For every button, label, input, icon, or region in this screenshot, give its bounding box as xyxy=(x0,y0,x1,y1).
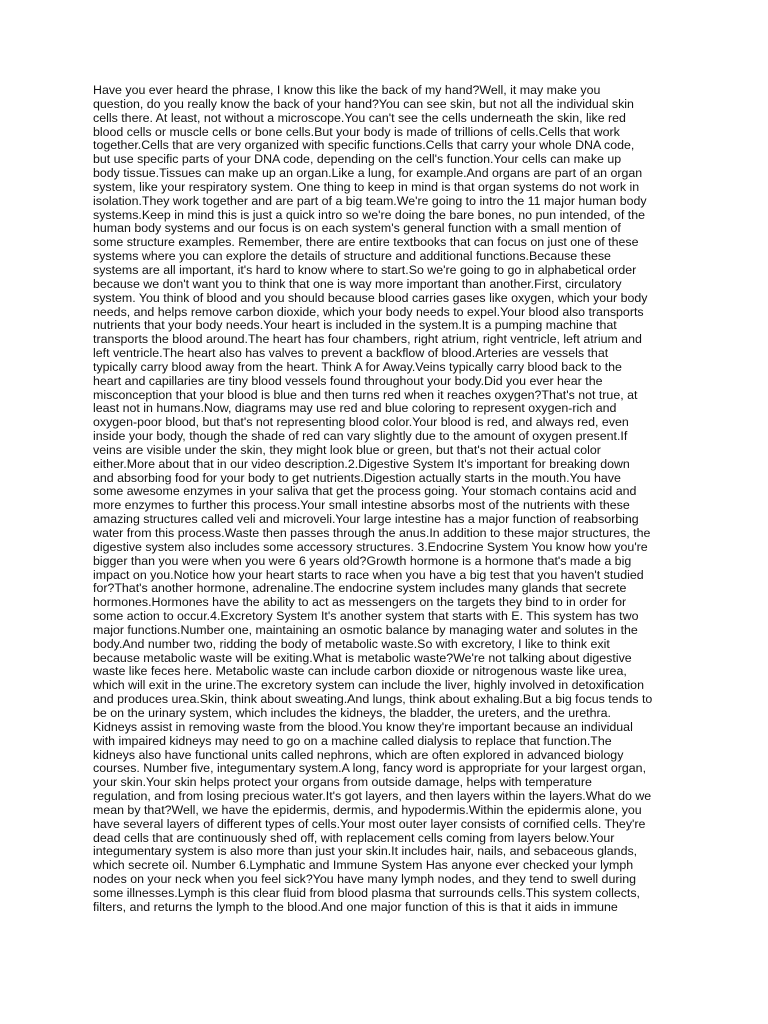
body-text: Have you ever heard the phrase, I know this like the back of my hand?Well, it may make you question, do you really know the back of your hand?You can see skin, but not all the individual skin cells there. At least, not without a microscope.You can't see the cells underneath the skin, like red blood cells or muscle cells or bone cells.But your body is made of trillions of cells.Cells that work together.Cells that are very organized with specific functions.Cells that carry your whole DNA code, but use specific parts of your DNA code, depending on the cell's function.Your cells can make up body tissue.Tissues can make up an organ.Like a lung, for example.And organs are part of an organ system, like your respiratory system. One thing to keep in mind is that organ systems do not work in isolation.They work together and are part of a big team.We're going to intro the 11 major human body systems.Keep in mind this is just a quick intro so we're doing the bare bones, no pun intended, of the human body systems and our focus is on each system's general function with a small mention of some structure examples. Remember, there are entire textbooks that can focus on just one of these systems where you can explore the details of structure and additional functions.Because these systems are all important, it's hard to know where to start.So we're going to go in alphabetical order because we don't want you to think that one is way more important than another.First, circulatory system. You think of blood and you should because blood carries gases like oxygen, which your body needs, and helps remove carbon dioxide, which your body needs to expel.Your blood also transports nutrients that your body needs.Your heart is included in the system.It is a pumping machine that transports the blood around.The heart has four chambers, right atrium, right ventricle, left atrium and left ventricle.The heart also has valves to prevent a backflow of blood.Arteries are vessels that typically carry blood away from the heart. Think A for Away.Veins typically carry blood back to the heart and capillaries are tiny blood vessels found throughout your body.Did you ever hear the misconception that your blood is blue and then turns red when it reaches oxygen?That's not true, at least not in humans.Now, diagrams may use red and blue coloring to represent oxygen-rich and oxygen-poor blood, but that's not representing blood color.Your blood is red, and always red, even inside your body, though the shade of red can vary slightly due to the amount of oxygen present.If veins are visible under the skin, they might look blue or green, but that's not their actual color either.More about that in our video description.2.Digestive System It's important for breaking down and absorbing food for your body to get nutrients.Digestion actually starts in the mouth.You have some awesome enzymes in your saliva that get the process going. Your stomach contains acid and more enzymes to further this process.Your small intestine absorbs most of the nutrients with these amazing structures called veli and microveli.Your large intestine has a major function of reabsorbing water from this process.Waste then passes through the anus.In addition to these major structures, the digestive system also includes some accessory structures. 3.Endocrine System You know how you're bigger than you were when you were 6 years old?Growth hormone is a hormone that's made a big impact on you.Notice how your heart starts to race when you have a big test that you haven't studied for?That's another hormone, adrenaline.The endocrine system includes many glands that secrete hormones.Hormones have the ability to act as messengers on the targets they bind to in order for some action to occur.4.Excretory System It's another system that starts with E. This system has two major functions.Number one, maintaining an osmotic balance by managing water and solutes in the body.And number two, ridding the body of metabolic waste.So with excretory, I like to think exit because metabolic waste will be exiting.What is metabolic waste?We're not talking about digestive waste like feces here. Metabolic waste can include carbon dioxide or nitrogenous waste like urea, which will exit in the urine.The excretory system can include the liver, highly involved in detoxification and produces urea.Skin, think about sweating.And lungs, think about exhaling.But a big focus tends to be on the urinary system, which includes the kidneys, the bladder, the ureters, and the urethra. Kidneys assist in removing waste from the blood.You know they're important because an individual with impaired kidneys may need to go on a machine called dialysis to replace that function.The kidneys also have functional units called nephrons, which are often explored in advanced biology courses. Number five, integumentary system.A long, fancy word is appropriate for your largest organ, your skin.Your skin helps protect your organs from outside damage, helps with temperature regulation, and from losing precious water.It's got layers, and then layers within the layers.What do we mean by that?Well, we have the epidermis, dermis, and hypodermis.Within the epidermis alone, you have several layers of different types of cells.Your most outer layer consists of cornified cells. They're dead cells that are continuously shed off, with replacement cells coming from layers below.Your integumentary system is also more than just your skin.It includes hair, nails, and sebaceous glands, which secrete oil. Number 6.Lymphatic and Immune System Has anyone ever checked your lymph nodes on your neck when you feel sick?You have many lymph nodes, and they tend to swell during some illnesses.Lymph is this clear fluid from blood plasma that surrounds cells.This system collects, filters, and returns the lymph to the blood.And one major function of this is that it aids in immune xyxy=(93,83,653,914)
document-page xyxy=(93,84,676,915)
